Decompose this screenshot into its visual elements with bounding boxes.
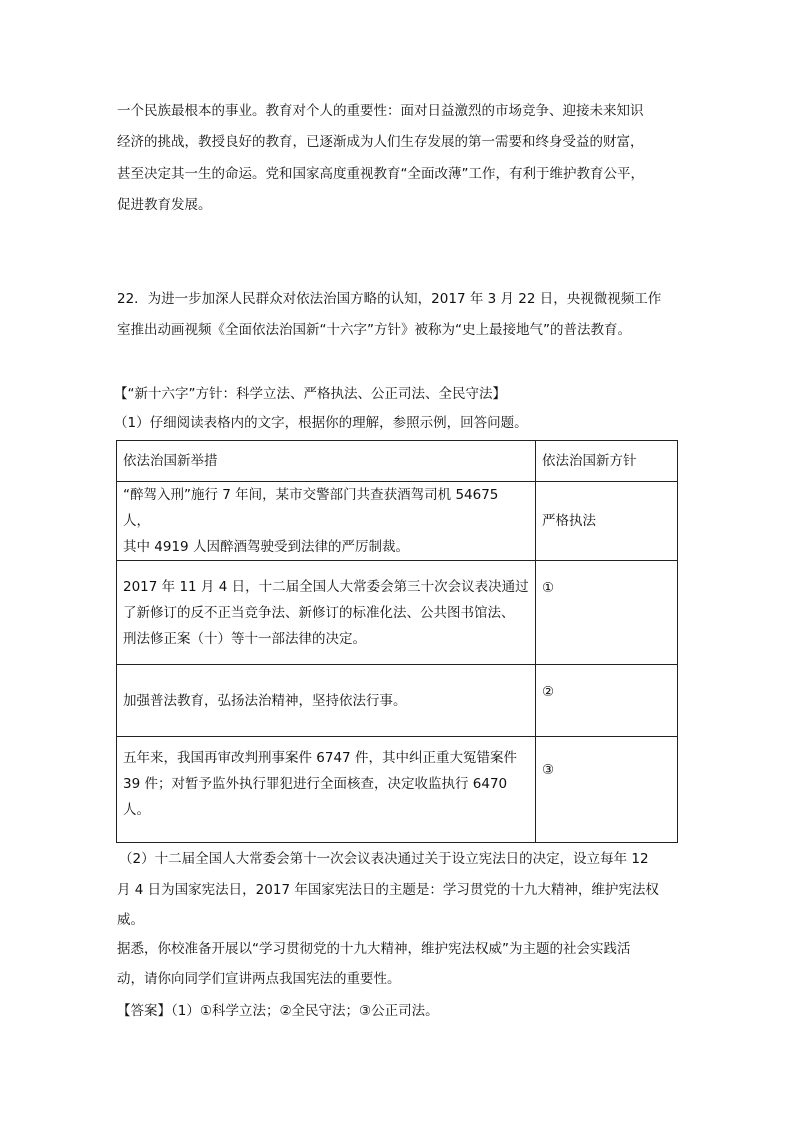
sub-question-2-line-1: （2）十二届全国人大常委会第十一次会议表决通过关于设立宪法日的决定，设立每年 12 [119, 851, 649, 867]
sub-question-2-line-3: 威。 [117, 912, 144, 928]
measures-table [116, 440, 678, 843]
answer-blank-2: ② [536, 665, 678, 737]
measure-cell [117, 737, 536, 843]
intro-line-2: 经济的挑战，教授良好的教育，已逐渐成为人们生存发展的第一需要和终身受益的财富， [117, 134, 644, 150]
table-row [117, 665, 678, 737]
question-22-line-1: 22．为进一步加深人民群众对依法治国方略的认知，2017 年 3 月 22 日，央视微视频工作 [117, 291, 662, 307]
measure-line: 39 件；对暂予监外执行罪犯进行全面核查，决定收监执行 6470 人。 [123, 776, 508, 818]
measure-line: 其中 4919 人因醉酒驾驶受到法律的严厉制裁。 [123, 539, 409, 555]
question-22-line-2: 室推出动画视频《全面依法治国新“十六字”方针》被称为“史上最接地气”的普法教育。 [117, 322, 631, 338]
measure-line: 五年来，我国再审改判刑事案件 6747 件，其中纠正重大冤错案件 [123, 750, 517, 766]
answer-blank-3: ③ [536, 737, 678, 843]
sub-question-1-prompt: （1）仔细阅读表格内的文字，根据你的理解，参照示例，回答问题。 [114, 415, 528, 431]
policy-summary: 【“新十六字”方针：科学立法、严格执法、公正司法、全民守法】 [114, 386, 506, 402]
measure-cell [117, 482, 536, 561]
measure-line: “醉驾入刑”施行 7 年间，某市交警部门共查获酒驾司机 54675 人， [123, 487, 499, 529]
table-row [117, 737, 678, 843]
header-principles: 依法治国新方针 [536, 441, 678, 482]
measure-line: 加强普法教育，弘扬法治精神，坚持依法行事。 [123, 692, 407, 709]
answer-blank-1: ① [536, 561, 678, 665]
sub-question-2-line-2: 月 4 日为国家宪法日，2017 年国家宪法日的主题是：学习贯党的十九大精神，维护宪法权 [117, 882, 659, 898]
table-row [117, 482, 678, 561]
intro-line-4: 促进教育发展。 [117, 197, 212, 213]
principle-cell: 严格执法 [536, 482, 678, 561]
measure-line: 刑法修正案（十）等十一部法律的决定。 [123, 630, 366, 647]
table-row [117, 561, 678, 665]
sub-question-2-line-5: 动，请你向同学们宣讲两点我国宪法的重要性。 [117, 971, 401, 987]
measure-cell [117, 665, 536, 737]
table-header-row [117, 441, 678, 482]
measure-cell [117, 561, 536, 665]
header-measures: 依法治国新举措 [117, 441, 536, 482]
answer-line: 【答案】（1）①科学立法；②全民守法；③公正司法。 [117, 1003, 439, 1019]
measure-line: 了新修订的反不正当竞争法、新修订的标准化法、公共图书馆法、 [123, 604, 515, 621]
sub-question-2-line-4: 据悉，你校准备开展以“学习贯彻党的十九大精神，维护宪法权威”为主题的社会实践活 [117, 941, 631, 957]
intro-line-1: 一个民族最根本的事业。教育对个人的重要性：面对日益激烈的市场竞争、迎接未来知识 [117, 103, 644, 119]
intro-line-3: 甚至决定其一生的命运。党和国家高度重视教育“全面改薄”工作，有利于维护教育公平， [117, 166, 644, 182]
measure-line: 2017 年 11 月 4 日，十二届全国人大常委会第三十次会议表决通过 [123, 578, 529, 595]
